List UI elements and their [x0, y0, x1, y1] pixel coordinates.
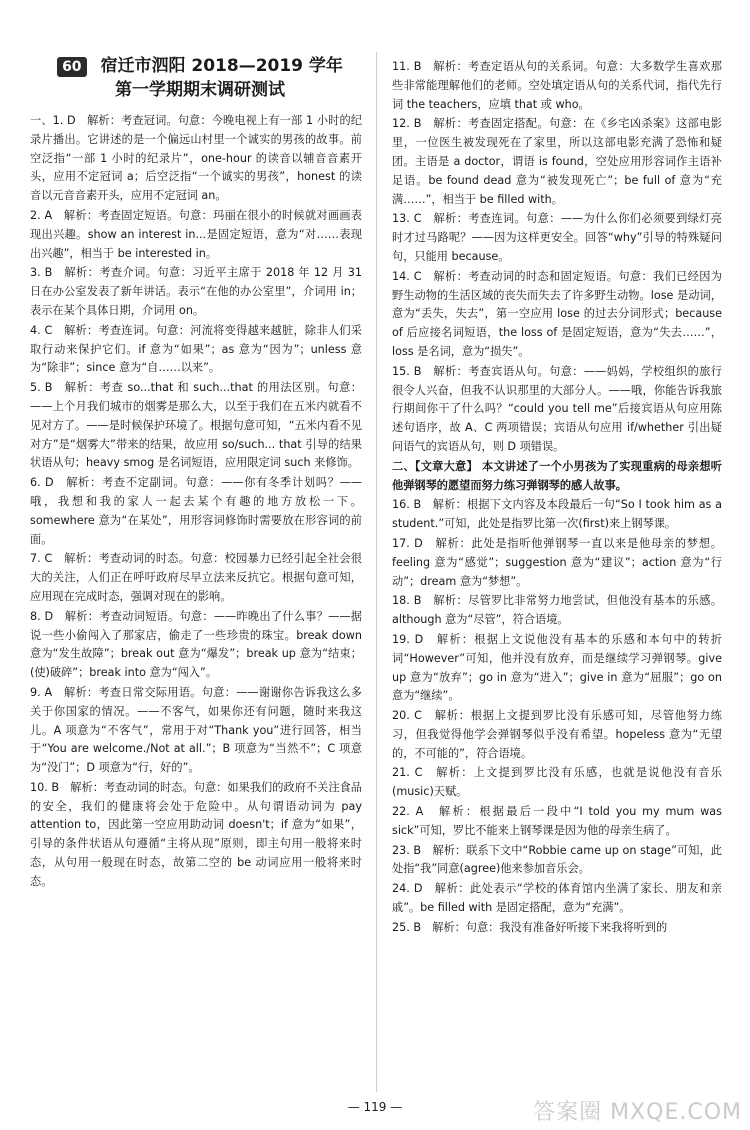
- answer-item: 19. D 解析：根据上文说他没有基本的乐感和本句中的转折词“However”可知，他并没有放弃，而是继续学习弹钢琴。give up 意为“放弃”；go in 意为“进入”；give in 意为“屈服”；go on 意为“继续”。: [392, 632, 722, 703]
- answer-item: 6. D 解析：考查不定副词。句意：——你有冬季计划吗？——哦，我想和我的家人一起去某个有趣的地方放松一下。somewhere 意为“在某处”，用形容词修饰时需要放在形容词的前面。: [30, 476, 362, 546]
- section-2-summary: 二、【文章大意】 本文讲述了一个小男孩为了实现重病的母亲想听他弹钢琴的愿望而努力练习弹钢琴的感人故事。: [392, 459, 722, 492]
- column-divider: [376, 52, 377, 1092]
- answer-item: 22. A 解析：根据最后一段中“I told you my mum was sick”可知，罗比不能来上钢琴课是因为他的母亲生病了。: [392, 805, 722, 837]
- answer-item: 12. B 解析：考查固定搭配。句意：在《乡宅凶杀案》这部电影里，一位医生被发现死在了家里，所以这部电影充满了恐怖和疑团。主语是 a doctor，谓语 is found，空处应用形容词作主语补足语。be found dead 意为“被发现死亡”；be full of 意为“充满……”，相当于 be filled with。: [392, 117, 722, 206]
- answer-item: 13. C 解析：考查连词。句意：——为什么你们必须要到绿灯亮时才过马路呢？——因为这样更安全。回答“why”引导的特殊疑问句，只能用 because。: [392, 212, 722, 263]
- answer-item: 11. B 解析：考查定语从句的关系词。句意：大多数学生喜欢那些非常能理解他们的老师。空处填定语从句的关系代词，指代先行词 the teachers，应填 that 或 who。: [392, 60, 722, 111]
- answer-item: 9. A 解析：考查日常交际用语。句意：——谢谢你告诉我这么多关于你国家的情况。——不客气，如果你还有问题，随时来我这儿。A 项意为“不客气”，常用于对“Thank you”进行回答，相当于“You are welcome./Not at all.”；B 项意为“当然不”；C 项意为“没门”；D 项意为“行，好的”。: [30, 685, 362, 775]
- left-column: [30, 112, 362, 893]
- watermark-logo: 答案圈 MXQE.COM: [533, 1100, 742, 1125]
- answer-item: 3. B 解析：考查介词。句意：习近平主席于 2018 年 12 月 31 日在办公室发表了新年讲话。表示“在他的办公室里”，介词用 in；表示在某个具体日期，介词用 on。: [30, 266, 362, 317]
- answer-item: 7. C 解析：考查动词的时态。句意：校园暴力已经引起全社会很大的关注，人们正在呼吁政府尽早立法来反抗它。根据句意可知，应用现在完成时态，强调对现在的影响。: [30, 552, 362, 603]
- answer-item: 20. C 解析：根据上文提到罗比没有乐感可知，尽管他努力练习，但我觉得他学会弹钢琴似乎没有希望。hopeless 意为“无望的，不可能的”，符合语境。: [392, 709, 722, 760]
- answer-item: 17. D 解析：此处是指听他弹钢琴一直以来是他母亲的梦想。feeling 意为“感觉”；suggestion 意为“建议”；action 意为“行动”；dream 意为“梦想”。: [392, 536, 722, 588]
- page-number: — 119 —: [347, 1100, 403, 1114]
- header-line-1: [50, 54, 350, 78]
- answer-item: 14. C 解析：考查动词的时态和固定短语。句意：我们已经因为野生动物的生活区域的丧失而失去了许多野生动物。lose 是动词，意为“丢失，失去”，第一空应用 lose 的过去分词形式；because of 后应接名词短语，the loss of 是固定短语，意为“失去……”，loss 是名词，意为“损失”。: [392, 269, 722, 358]
- header-title-1: 宿迁市泗阳 2018—2019 学年: [100, 56, 343, 76]
- answer-item: 15. B 解析：考查宾语从句。句意：——妈妈，学校组织的旅行很令人兴奋，但我不认识那里的大部分人。——哦，你能告诉我旅行期间你干了什么吗？“could you tell me”后接宾语从句应用陈述句语序，故 A、C 两项错误；宾语从句应用 if/whether 引出疑问语气的宾语从句，则 D 项错误。: [392, 364, 722, 453]
- right-column: [392, 58, 722, 939]
- answer-item: 4. C 解析：考查连词。句意：河流将变得越来越脏，除非人们采取行动来保护它们。if 意为“如果”；as 意为“因为”；unless 意为“除非”；since 意为“自……以来”。: [30, 323, 362, 375]
- answer-item: 10. B 解析：考查动词的时态。句意：如果我们的政府不关注食品的安全，我们的健康将会处于危险中。从句谓语动词为 pay attention to，因此第一空应用助动词 doesn't；if 意为“如果”，引导的条件状语从句遵循“主将从现”原则，即主句用一般将来时态，从句用一般现在时态，故第二空的 be 动词应用一般将来时态。: [30, 780, 362, 888]
- header-title-2: 第一学期期末调研测试: [115, 80, 285, 100]
- answer-item: 16. B 解析：根据下文内容及本段最后一句“So I took him as a student.”可知，此处是指罗比第一次(first)来上钢琴课。: [392, 498, 722, 531]
- document-header: [50, 54, 350, 102]
- answer-item: 21. C 解析：上文提到罗比没有乐感，也就是说他没有音乐(music)天赋。: [392, 766, 722, 799]
- answer-item: 2. A 解析：考查固定短语。句意：玛丽在很小的时候就对画画表现出兴趣。show an interest in...是固定短语，意为“对……表现出兴趣”，相当于 be interested in。: [30, 208, 362, 260]
- answer-item: 23. B 解析：联系下文中“Robbie came up on stage”可知，此处指“我”同意(agree)他来参加音乐会。: [392, 843, 722, 876]
- answer-item: 一、1. D 解析：考查冠词。句意：今晚电视上有一部 1 小时的纪录片播出。它讲述的是一个偏远山村里一个诚实的男孩的故事。前空泛指“一部 1 小时的纪录片”，one-hour 的读音以辅音音素开头，应用不定冠词 a；后空泛指“一个诚实的男孩”，honest 的读音以元音音素开头，应用不定冠词 an。: [30, 114, 362, 203]
- answer-item: 24. D 解析：此处表示“学校的体育馆内坐满了家长、朋友和亲戚”。be filled with 是固定搭配，意为“充满”。: [392, 882, 722, 915]
- answer-item: 5. B 解析：考查 so...that 和 such...that 的用法区别。句意：——上个月我们城市的烟雾是那么大，以至于我们在五米内就看不见对方了。——是时候保护环境了。根据句意可知，“五米内看不见对方”是“烟雾大”带来的结果，故应用 so/such... that 引导的结果状语从句；heavy smog 是名词短语，应用限定词 such 来修饰。: [30, 381, 362, 470]
- answer-item: 18. B 解析：尽管罗比非常努力地尝试，但他没有基本的乐感。although 意为“尽管”，符合语境。: [392, 594, 722, 627]
- answer-item: 25. B 解析：句意：我没有准备好听接下来我将听到的: [392, 920, 668, 934]
- answer-item: 8. D 解析：考查动词短语。句意：——昨晚出了什么事？——据说一些小偷闯入了那家店，偷走了一些珍贵的珠宝。break down 意为“发生故障”；break out 意为“爆发”；break up 意为“结束；(使)破碎”；break into 意为“闯入”。: [30, 609, 362, 680]
- test-number-badge: 60: [57, 57, 86, 77]
